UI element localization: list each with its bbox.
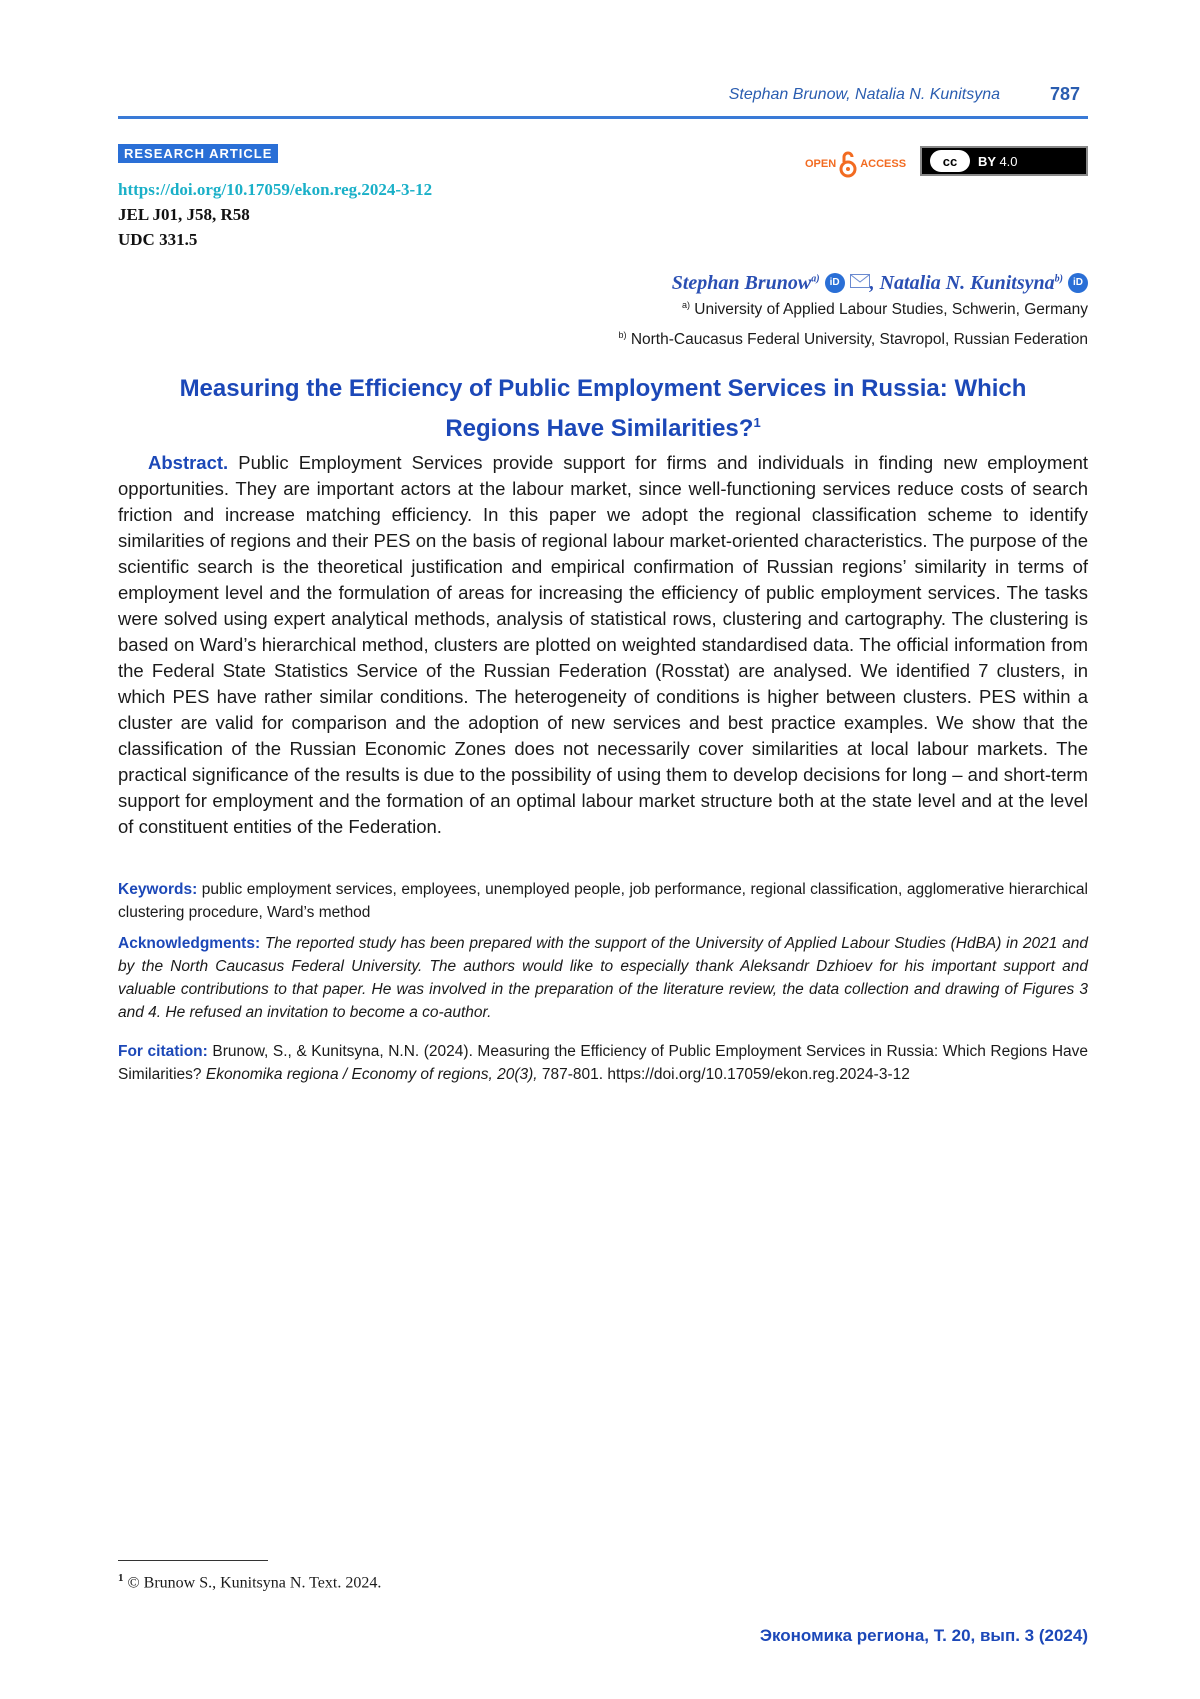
acknowledgments-label: Acknowledgments: xyxy=(118,935,261,952)
author-1-sup: a) xyxy=(811,273,820,285)
acknowledgments xyxy=(118,932,1088,1024)
open-access-right: ACCESS xyxy=(860,158,907,170)
affiliation-b-sup: b) xyxy=(618,330,627,340)
citation-part-2[interactable]: 787-801. https://doi.org/10.17059/ekon.reg.2024-3-12 xyxy=(541,1066,910,1083)
citation-journal: Ekonomika regiona / Economy of regions, 20(3), xyxy=(205,1066,538,1083)
title-line-2: Regions Have Similarities? xyxy=(445,415,754,442)
affiliation-b-text: North-Caucasus Federal University, Stavropol, Russian Federation xyxy=(630,331,1088,349)
paper-title xyxy=(118,372,1088,446)
citation xyxy=(118,1040,1088,1086)
open-lock-icon xyxy=(839,150,857,178)
author-1[interactable]: Stephan Brunow xyxy=(671,272,812,294)
journal-footer: Экономика региона, Т. 20, вып. 3 (2024) xyxy=(759,1626,1088,1645)
affiliation-a-text: University of Applied Labour Studies, Schwerin, Germany xyxy=(694,301,1088,319)
author-2[interactable]: Natalia N. Kunitsyna xyxy=(879,272,1055,294)
affiliation-a-sup: a) xyxy=(681,300,690,310)
acknowledgments-text: The reported study has been prepared with the support of the University of Applied Labour Studies (HdBA) in 2021 and by the North Caucasus Federal University. The authors would like to especially thank Aleksandr Dzhioev for his important support and valuable contributions to that paper. He was involved in the preparation of the literature review, the data collection and drawing of Figures 3 and 4. He refused an invitation to become a co-author. xyxy=(118,935,1088,1021)
cc-by-label: BY xyxy=(978,153,996,169)
cc-version: 4.0 xyxy=(999,153,1018,169)
abstract xyxy=(118,450,1088,840)
title-footnote-mark[interactable]: 1 xyxy=(753,415,761,430)
orcid-icon[interactable]: iD xyxy=(1068,273,1088,293)
header-rule xyxy=(118,116,1088,119)
abstract-label: Abstract. xyxy=(148,452,229,473)
open-access-left: OPEN xyxy=(805,158,837,170)
title-line-2-wrap xyxy=(118,406,1088,446)
udc-code: UDC 331.5 xyxy=(118,230,198,249)
author-2-sup: b) xyxy=(1054,273,1063,285)
footnote xyxy=(118,1572,381,1592)
footnote-mark: 1 xyxy=(118,1572,124,1584)
jel-codes: JEL J01, J58, R58 xyxy=(118,205,250,224)
keywords-label: Keywords: xyxy=(118,881,198,898)
author-line: Stephan Brunow$^{a)}$ iD , Natalia N. Kunitsyna$^{b)}$ iD xyxy=(672,272,1088,295)
cc-icon: cc xyxy=(930,150,970,172)
footnote-rule xyxy=(118,1560,268,1561)
citation-part-1: Brunow, S., & Kunitsyna, N.N. (2024). Measuring the Efficiency of Public Employment Services in Russia: Which Regions Have Similarities? xyxy=(118,1043,1088,1083)
email-icon[interactable] xyxy=(850,274,870,288)
keywords xyxy=(118,878,1088,924)
affiliation-a xyxy=(682,300,1088,319)
affiliation-b xyxy=(619,330,1089,349)
cc-license-badge[interactable] xyxy=(920,146,1088,176)
article-type-badge: RESEARCH ARTICLE xyxy=(118,144,278,163)
keywords-text: public employment services, employees, unemployed people, job performance, regional classification, agglomerative hierarchical clustering procedure, Ward’s method xyxy=(118,881,1088,921)
citation-label: For citation: xyxy=(118,1043,208,1060)
orcid-icon[interactable]: iD xyxy=(825,273,845,293)
cc-license-label xyxy=(978,154,1018,169)
title-line-1: Measuring the Efficiency of Public Employment Services in Russia: Which xyxy=(179,375,1027,402)
open-access-logo xyxy=(805,150,906,178)
page-number: 787 xyxy=(1050,84,1081,104)
abstract-text: Public Employment Services provide support for firms and individuals in finding new employment opportunities. They are important actors at the labour market, since well-functioning services reduce costs of search friction and increase matching efficiency. In this paper we adopt the regional classification scheme to identify similarities of regions and their PES on the basis of regional labour market-oriented characteristics. The purpose of the scientific search is the theoretical justification and empirical confirmation of Russian regions’ similarity in terms of employment level and the formulation of areas for increasing the efficiency of public employment services. The tasks were solved using expert analytical methods, analysis of statistical rows, clustering and cartography. The clustering is based on Ward’s hierarchical method, clusters are plotted on weighted standardised data. The official information from the Federal State Statistics Service of the Russian Federation (Rosstat) are analysed. We identified 7 clusters, in which PES have rather similar conditions. The heterogeneity of conditions is higher between clusters. PES within a cluster are valid for comparison and the adoption of new services and best practice examples. We show that the classification of the Russian Economic Zones does not necessarily cover similarities at local labour markets. The practical significance of the results is due to the possibility of using them to develop decisions for long – and short-term support for employment and the formation of an optimal labour market structure both at the state level and at the level of constituent entities of the Federation. xyxy=(118,452,1089,837)
footnote-text: © Brunow S., Kunitsyna N. Text. 2024. xyxy=(127,1574,382,1592)
doi-link[interactable]: https://doi.org/10.17059/ekon.reg.2024-3-12 xyxy=(118,180,433,199)
running-head: Stephan Brunow, Natalia N. Kunitsyna xyxy=(728,86,1000,103)
